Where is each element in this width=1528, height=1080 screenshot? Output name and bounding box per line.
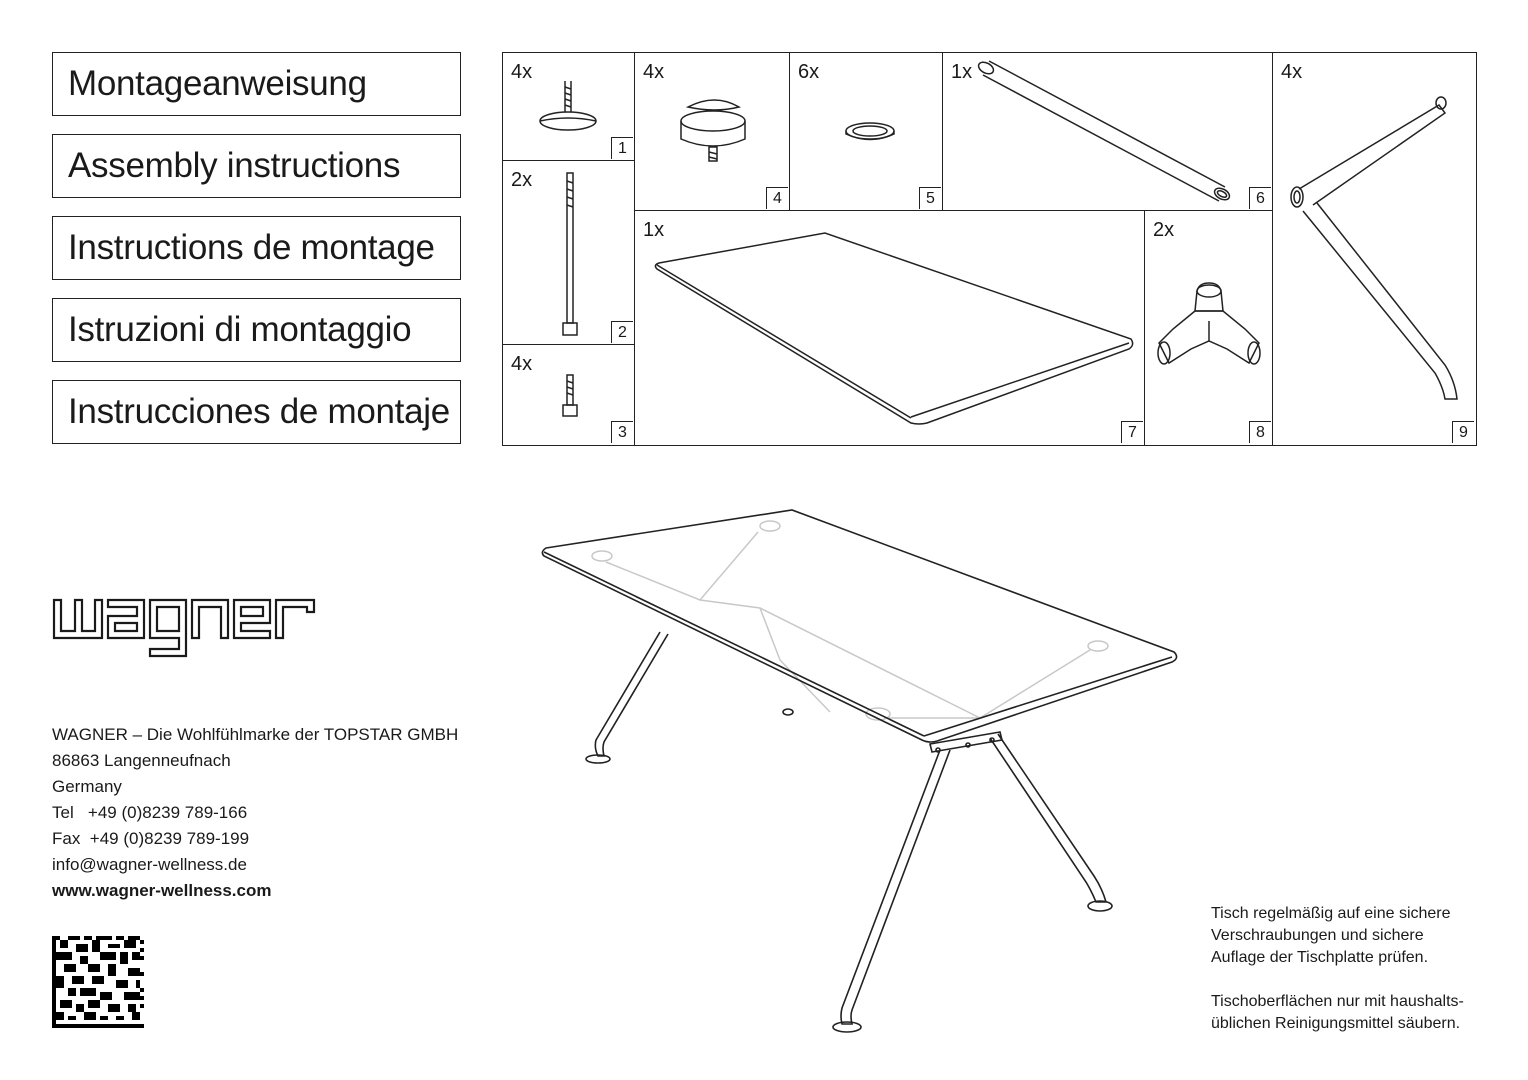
company-address — [52, 722, 458, 904]
wagner-logo — [52, 598, 318, 660]
part-5-qty: 6x — [798, 61, 820, 83]
part-9 — [1272, 52, 1477, 446]
part-1-number: 1 — [611, 137, 633, 159]
part-5 — [789, 52, 944, 212]
part-7-qty: 1x — [643, 219, 665, 241]
datamatrix-code — [52, 936, 144, 1028]
part-7 — [634, 210, 1146, 446]
part-2-qty: 2x — [511, 169, 533, 191]
part-1 — [502, 52, 636, 162]
assembled-table-illustration — [530, 500, 1190, 1040]
care-notes — [1211, 903, 1464, 1057]
table-leg-icon — [1273, 53, 1478, 447]
part-9-qty: 4x — [1281, 61, 1303, 83]
title-german: Montageanweisung — [52, 52, 461, 116]
title-spanish: Instrucciones de montaje — [52, 380, 461, 444]
part-8-qty: 2x — [1153, 219, 1175, 241]
address-fax: Fax +49 (0)8239 789-199 — [52, 829, 250, 848]
part-4-number: 4 — [766, 187, 788, 209]
address-city: 86863 Langenneufnach — [52, 751, 231, 770]
part-8-number: 8 — [1249, 421, 1271, 443]
long-bolt-icon — [503, 161, 637, 347]
part-2 — [502, 160, 636, 346]
note-check-screws: Tisch regelmäßig auf eine sichere Verschraubungen und sichere Auflage der Tischplatte prüfen. — [1211, 905, 1451, 966]
part-3 — [502, 344, 636, 446]
part-6 — [942, 52, 1274, 212]
note-cleaning: Tischoberflächen nur mit haushalts- üblichen Reinigungsmittel säubern. — [1211, 993, 1464, 1032]
part-9-number: 9 — [1452, 421, 1474, 443]
part-2-number: 2 — [611, 321, 633, 343]
part-4 — [634, 52, 791, 212]
part-5-number: 5 — [919, 187, 941, 209]
address-country: Germany — [52, 777, 122, 796]
glass-tabletop-icon — [635, 211, 1147, 447]
part-1-qty: 4x — [511, 61, 533, 83]
address-phone: Tel +49 (0)8239 789-166 — [52, 803, 248, 822]
title-italian: Istruzioni di montaggio — [52, 298, 461, 362]
part-6-number: 6 — [1249, 187, 1271, 209]
part-3-qty: 4x — [511, 353, 533, 375]
tube-crossbar-icon — [943, 53, 1275, 213]
part-3-number: 3 — [611, 421, 633, 443]
address-email[interactable]: info@wagner-wellness.de — [52, 855, 247, 874]
part-7-number: 7 — [1121, 421, 1143, 443]
address-website[interactable]: www.wagner-wellness.com — [52, 881, 272, 900]
address-company: WAGNER – Die Wohlfühlmarke der TOPSTAR GMBH — [52, 725, 459, 744]
title-french: Instructions de montage — [52, 216, 461, 280]
part-6-qty: 1x — [951, 61, 973, 83]
parts-list — [502, 52, 1477, 446]
part-8 — [1144, 210, 1274, 446]
part-4-qty: 4x — [643, 61, 665, 83]
title-english: Assembly instructions — [52, 134, 461, 198]
three-way-connector-icon — [1145, 211, 1275, 447]
